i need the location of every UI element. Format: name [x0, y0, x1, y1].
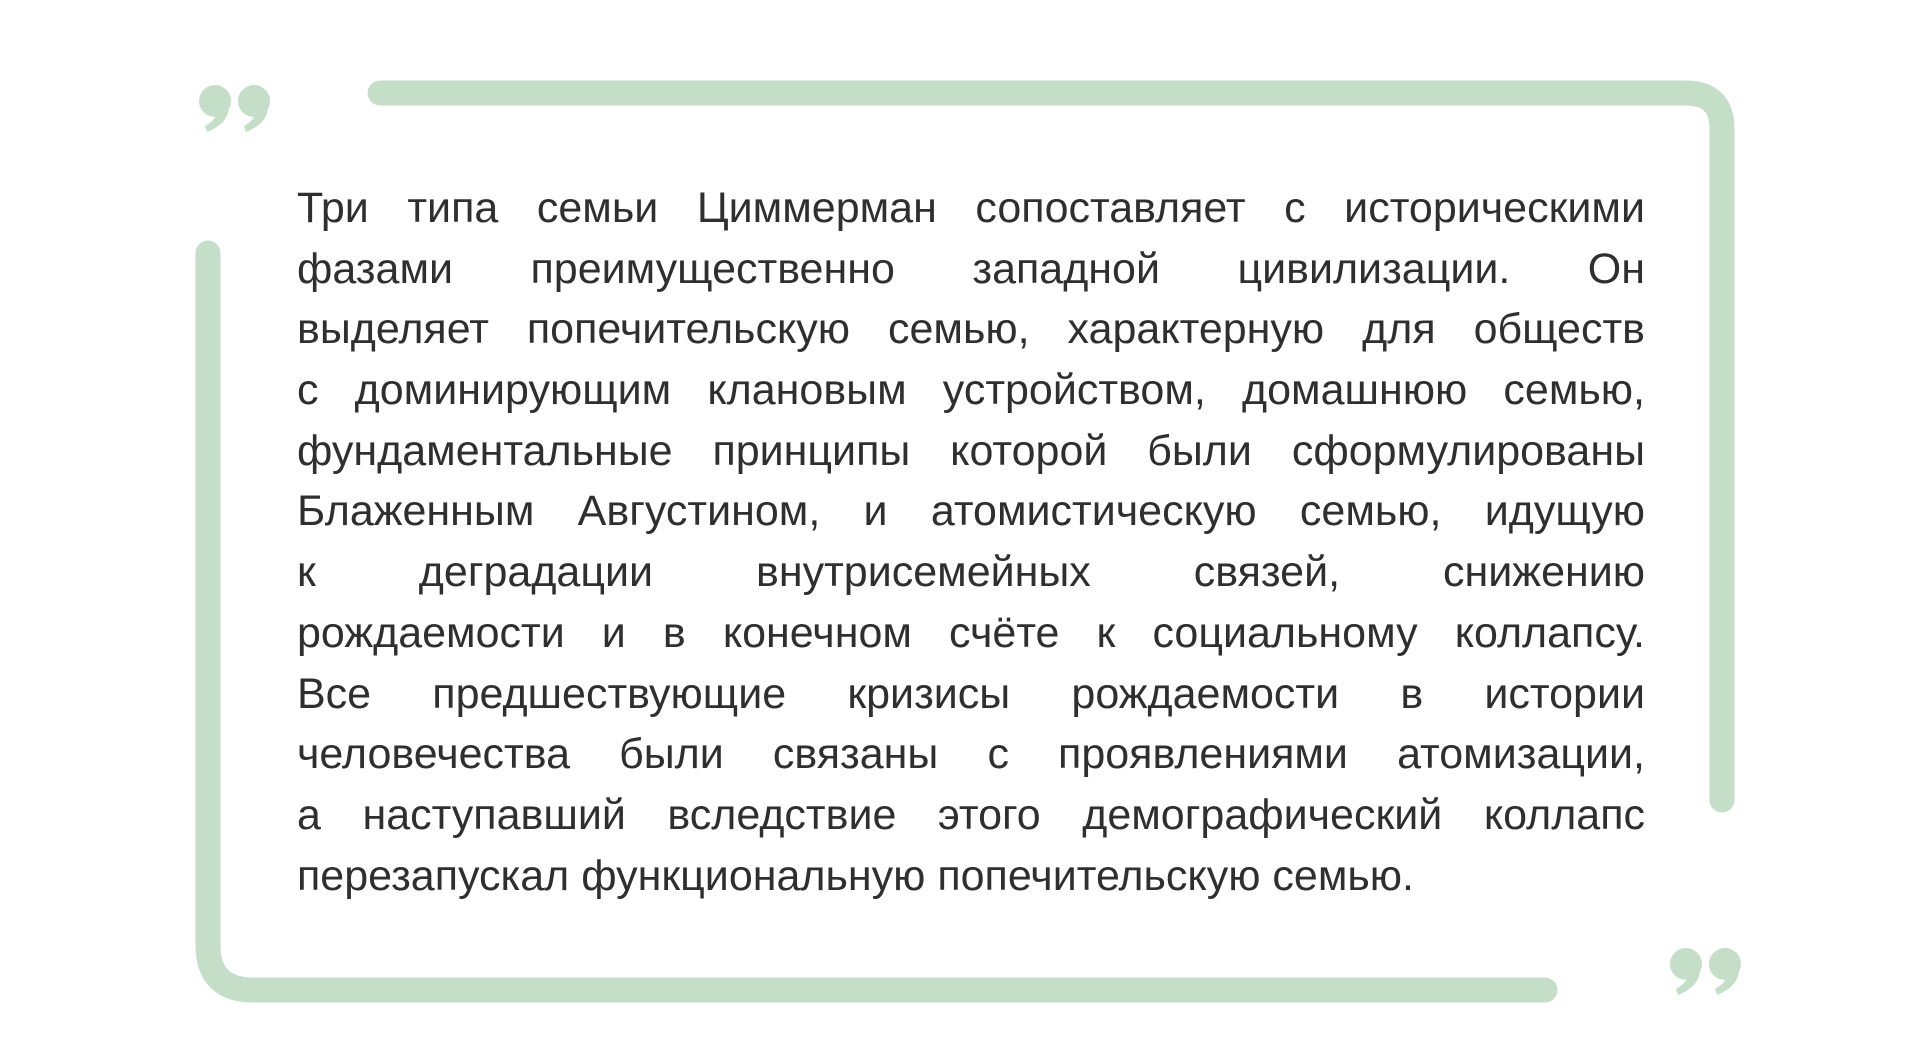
quote-line-11: а наступавший вследствие этого демографический коллапс [297, 790, 1645, 839]
open-quote-icon [199, 85, 270, 132]
quote-line-3: выделяет попечительскую семью, характерную для обществ [297, 305, 1645, 354]
quote-line-12: перезапускал функциональную попечительскую семью. [297, 851, 1414, 900]
close-quote-icon [1670, 948, 1741, 995]
quote-line-10: человечества были связаны с проявлениями атомизации, [297, 730, 1645, 779]
quote-line-9: Все предшествующие кризисы рождаемости в истории [297, 669, 1645, 718]
quote-line-5: фундаментальные принципы которой были сформулированы [297, 426, 1645, 475]
quote-line-4: с доминирующим клановым устройством, домашнюю семью, [297, 366, 1645, 415]
quote-line-2: фазами преимущественно западной цивилизации. Он [297, 244, 1645, 293]
quote-line-6: Блаженным Августином, и атомистическую семью, идущую [297, 487, 1645, 536]
quote-line-1: Три типа семьи Циммерман сопоставляет с историческими [297, 184, 1645, 232]
quote-text [297, 178, 1645, 906]
quote-line-7: к деградации внутрисемейных связей, снижению [297, 548, 1645, 597]
quote-line-8: рождаемости и в конечном счёте к социальному коллапсу. [297, 608, 1645, 657]
